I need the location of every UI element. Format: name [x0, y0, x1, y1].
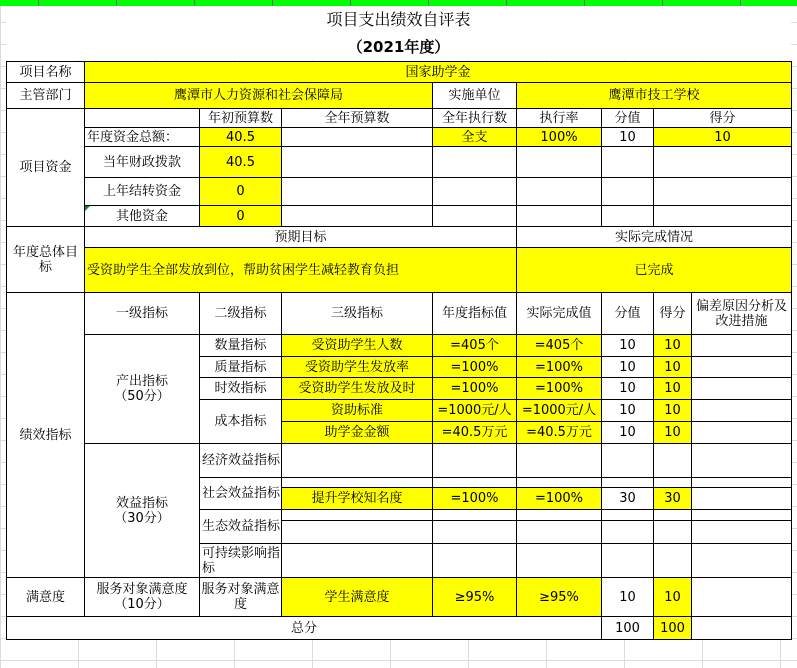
empty-cell[interactable]	[433, 444, 517, 478]
funds-header-annual: 全年预算数	[282, 109, 433, 128]
empty-cell[interactable]	[517, 178, 602, 206]
output-row-score[interactable]: 10	[654, 357, 692, 378]
output-row-l2: 时效指标	[200, 378, 282, 400]
cost-indicator-label: 成本指标	[200, 400, 282, 444]
empty-cell[interactable]	[433, 478, 517, 488]
empty-cell[interactable]	[692, 444, 792, 478]
funds-header-score: 得分	[654, 109, 792, 128]
funds-header-executed: 全年执行数	[433, 109, 517, 128]
output-row-score[interactable]: 10	[654, 335, 692, 357]
empty-cell[interactable]	[602, 478, 654, 488]
perf-header-l1: 一级指标	[85, 293, 200, 335]
empty-cell[interactable]	[282, 147, 433, 178]
unit-value[interactable]: 鹰潭市技工学校	[517, 83, 792, 109]
empty-cell[interactable]	[692, 357, 792, 378]
funds-total-initial[interactable]: 40.5	[200, 128, 282, 147]
funds-header-rate: 执行率	[517, 109, 602, 128]
empty-cell[interactable]	[692, 521, 792, 544]
goal-expected-header: 预期目标	[85, 227, 517, 248]
sustain-benefit-label: 可持续影响指标	[200, 544, 282, 578]
social-benefit-actual[interactable]: =100%	[517, 488, 602, 510]
perf-header-weight: 分值	[602, 293, 654, 335]
perf-header-l2: 二级指标	[200, 293, 282, 335]
funds-carryover-label: 上年结转资金	[85, 178, 200, 206]
evaluation-table	[6, 61, 792, 640]
empty-cell[interactable]	[654, 444, 692, 478]
unit-label: 实施单位	[433, 83, 517, 109]
empty-cell[interactable]	[654, 147, 792, 178]
empty-cell[interactable]	[692, 488, 792, 510]
satisfaction-l3[interactable]: 学生满意度	[282, 578, 433, 617]
goal-actual-header: 实际完成情况	[517, 227, 792, 248]
output-row-score[interactable]: 10	[654, 400, 692, 422]
satisfaction-actual[interactable]: ≥95%	[517, 578, 602, 617]
funds-fiscal-initial[interactable]: 40.5	[200, 147, 282, 178]
output-row-l3[interactable]: 资助标准	[282, 400, 433, 422]
output-row-weight[interactable]: 10	[602, 422, 654, 444]
form-title: 项目支出绩效自评表	[6, 6, 791, 34]
funds-other-initial[interactable]: 0	[200, 206, 282, 227]
output-row-actual[interactable]: =405个	[517, 335, 602, 357]
empty-cell[interactable]	[433, 147, 517, 178]
perf-header-l3: 三级指标	[282, 293, 433, 335]
form-subtitle: （2021年度）	[6, 34, 791, 60]
output-row-l3[interactable]: 受资助学生发放率	[282, 357, 433, 378]
output-row-weight[interactable]: 10	[602, 335, 654, 357]
perf-header-deviation: 偏差原因分析及改进措施	[692, 293, 792, 335]
social-benefit-score[interactable]: 30	[654, 488, 692, 510]
satisfaction-l2: 服务对象满意度	[200, 578, 282, 617]
empty-cell[interactable]	[654, 510, 692, 521]
econ-benefit-label: 经济效益指标	[200, 444, 282, 478]
empty-cell[interactable]	[692, 510, 792, 521]
empty-cell[interactable]	[517, 147, 602, 178]
empty-cell[interactable]	[282, 444, 433, 478]
total-weight[interactable]: 100	[602, 617, 654, 640]
benefit-indicator-points: （30分）	[114, 510, 170, 526]
empty-cell[interactable]	[654, 521, 692, 544]
social-benefit-label: 社会效益指标	[200, 478, 282, 510]
satisfaction-weight[interactable]: 10	[602, 578, 654, 617]
project-name-value[interactable]: 国家助学金	[85, 62, 792, 83]
goal-actual-value[interactable]: 已完成	[517, 248, 792, 293]
empty-cell[interactable]	[602, 147, 654, 178]
funds-section-label: 项目资金	[7, 109, 85, 227]
output-row-weight[interactable]: 10	[602, 400, 654, 422]
output-row-l3[interactable]: 受资助学生人数	[282, 335, 433, 357]
dept-value[interactable]: 鹰潭市人力资源和社会保障局	[85, 83, 433, 109]
funds-other-label: 其他资金	[85, 206, 200, 227]
empty-cell[interactable]	[517, 444, 602, 478]
empty-cell[interactable]	[433, 206, 517, 227]
output-row-weight[interactable]: 10	[602, 378, 654, 400]
funds-total-executed[interactable]: 全支	[433, 128, 517, 147]
eco-benefit-label: 生态效益指标	[200, 510, 282, 544]
funds-total-annual[interactable]	[282, 128, 433, 147]
output-row-target[interactable]: =100%	[433, 357, 517, 378]
output-row-l2: 质量指标	[200, 357, 282, 378]
benefit-indicator-name: 效益指标	[115, 495, 168, 511]
empty-cell[interactable]	[692, 400, 792, 422]
empty-cell[interactable]	[602, 206, 654, 227]
output-row-weight[interactable]: 10	[602, 357, 654, 378]
project-name-label: 项目名称	[7, 62, 85, 83]
output-row-l3[interactable]: 助学金金额	[282, 422, 433, 444]
empty-cell[interactable]	[517, 544, 602, 578]
empty-cell[interactable]	[654, 178, 792, 206]
funds-header-initial: 年初预算数	[200, 109, 282, 128]
output-row-score[interactable]: 10	[654, 422, 692, 444]
empty-cell[interactable]	[433, 544, 517, 578]
empty-cell[interactable]	[692, 578, 792, 617]
goal-section-label: 年度总体目标	[7, 227, 85, 293]
empty-cell[interactable]	[602, 510, 654, 521]
empty-cell[interactable]	[654, 544, 692, 578]
output-row-actual[interactable]: =40.5万元	[517, 422, 602, 444]
dept-label: 主管部门	[7, 83, 85, 109]
empty-cell[interactable]	[602, 444, 654, 478]
social-benefit-weight[interactable]: 30	[602, 488, 654, 510]
funds-total-label: 年度资金总额：	[85, 128, 200, 147]
satisfaction-target[interactable]: ≥95%	[433, 578, 517, 617]
empty-cell[interactable]	[282, 544, 433, 578]
empty-cell[interactable]	[282, 178, 433, 206]
total-label: 总分	[7, 617, 602, 640]
perf-section-label: 绩效指标	[7, 293, 85, 578]
output-row-actual[interactable]: =100%	[517, 378, 602, 400]
empty-cell[interactable]	[692, 378, 792, 400]
empty-cell[interactable]	[692, 422, 792, 444]
output-row-target[interactable]: =1000元/人	[433, 400, 517, 422]
output-indicator-points: （50分）	[114, 389, 170, 404]
empty-cell[interactable]	[517, 510, 602, 521]
empty-cell[interactable]	[692, 617, 792, 640]
empty-cell[interactable]	[602, 521, 654, 544]
output-row-target[interactable]: =405个	[433, 335, 517, 357]
empty-cell[interactable]	[433, 178, 517, 206]
perf-header-score: 得分	[654, 293, 692, 335]
output-row-actual[interactable]: =1000元/人	[517, 400, 602, 422]
empty-cell[interactable]	[433, 521, 517, 544]
satisfaction-section-label: 满意度	[7, 578, 85, 617]
funds-total-weight[interactable]: 10	[602, 128, 654, 147]
empty-cell[interactable]	[654, 478, 692, 488]
output-row-l2: 数量指标	[200, 335, 282, 357]
social-benefit-l3[interactable]: 提升学校知名度	[282, 488, 433, 510]
output-indicator-name: 产出指标	[115, 374, 168, 389]
funds-header-blank	[85, 109, 200, 128]
funds-total-rate[interactable]: 100%	[517, 128, 602, 147]
empty-cell[interactable]	[602, 178, 654, 206]
funds-total-score[interactable]: 10	[654, 128, 792, 147]
benefit-indicator-label	[85, 444, 200, 578]
output-row-l3[interactable]: 受资助学生发放及时	[282, 378, 433, 400]
output-row-score[interactable]: 10	[654, 378, 692, 400]
empty-cell[interactable]	[282, 206, 433, 227]
perf-header-actual: 实际完成值	[517, 293, 602, 335]
output-indicator-label	[85, 335, 200, 444]
satisfaction-score[interactable]: 10	[654, 578, 692, 617]
empty-cell[interactable]	[282, 478, 433, 488]
empty-cell[interactable]	[517, 478, 602, 488]
empty-cell[interactable]	[692, 478, 792, 488]
funds-fiscal-label: 当年财政拨款	[85, 147, 200, 178]
empty-cell[interactable]	[282, 521, 433, 544]
empty-cell[interactable]	[692, 544, 792, 578]
social-benefit-target[interactable]: =100%	[433, 488, 517, 510]
goal-expected-value[interactable]: 受资助学生全部发放到位，帮助贫困学生减轻教育负担	[85, 248, 517, 293]
total-score[interactable]: 100	[654, 617, 692, 640]
empty-cell[interactable]	[692, 335, 792, 357]
funds-carryover-initial[interactable]: 0	[200, 178, 282, 206]
empty-cell[interactable]	[517, 521, 602, 544]
output-row-actual[interactable]: =100%	[517, 357, 602, 378]
output-row-target[interactable]: =40.5万元	[433, 422, 517, 444]
empty-cell[interactable]	[602, 544, 654, 578]
empty-cell[interactable]	[282, 510, 433, 521]
empty-cell[interactable]	[654, 206, 792, 227]
funds-header-weight: 分值	[602, 109, 654, 128]
perf-header-target: 年度指标值	[433, 293, 517, 335]
output-row-target[interactable]: =100%	[433, 378, 517, 400]
satisfaction-l1: 服务对象满意度（10分）	[85, 578, 200, 617]
empty-cell[interactable]	[517, 206, 602, 227]
empty-cell[interactable]	[433, 510, 517, 521]
